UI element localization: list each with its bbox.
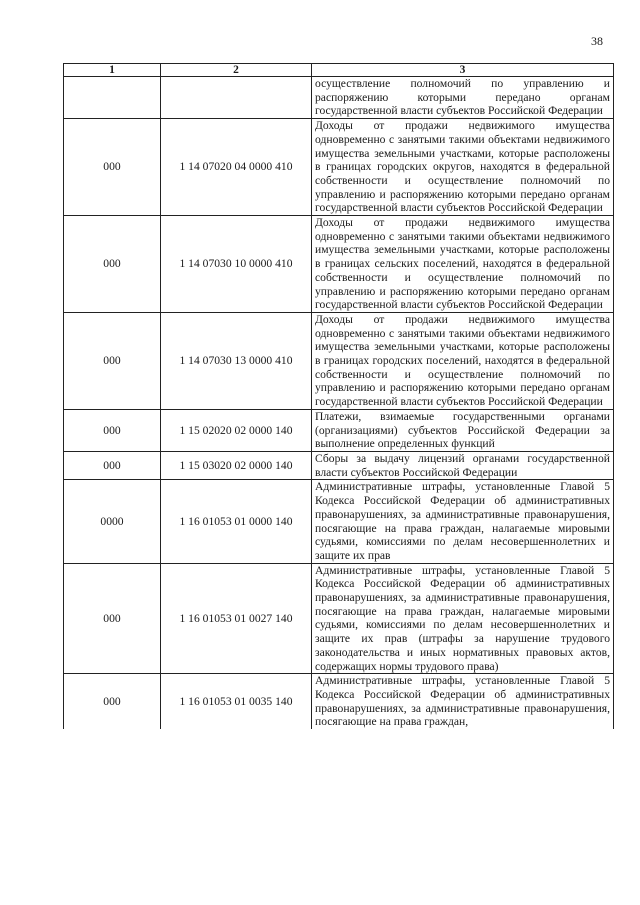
kbk-code-cell: 1 15 02020 02 0000 140 [161, 409, 312, 451]
kbk-code-cell: 1 16 01053 01 0035 140 [161, 674, 312, 729]
header-col-2: 2 [161, 64, 312, 77]
page-number: 38 [591, 34, 603, 48]
table-row [64, 77, 614, 119]
table-row [64, 216, 614, 313]
admin-code-cell: 000 [64, 119, 161, 216]
kbk-code-cell: 1 16 01053 01 0027 140 [161, 563, 312, 674]
table-row [64, 480, 614, 563]
description-cell: Административные штрафы, установленные Главой 5 Кодекса Российской Федерации об административных правонарушениях, за административные правонарушения, посягающие на права граждан, налагаемые мировыми судьями, комиссиями по делам несовершеннолетних и защите их прав (штрафы за нарушение трудового законодательства и иных нормативных правовых актов, содержащих нормы трудового права) [312, 563, 614, 674]
revenue-codes-table [63, 63, 614, 729]
description-cell: Сборы за выдачу лицензий органами государственной власти субъектов Российской Федерации [312, 451, 614, 479]
admin-code-cell: 000 [64, 409, 161, 451]
header-col-1: 1 [64, 64, 161, 77]
kbk-code-cell: 1 14 07030 13 0000 410 [161, 312, 312, 409]
table-header-row [64, 64, 614, 77]
table-row [64, 674, 614, 729]
admin-code-cell [64, 77, 161, 119]
admin-code-cell: 000 [64, 312, 161, 409]
table-row [64, 312, 614, 409]
description-cell: Административные штрафы, установленные Главой 5 Кодекса Российской Федерации об административных правонарушениях, за административные правонарушения, посягающие на права граждан, [312, 674, 614, 729]
kbk-code-cell: 1 16 01053 01 0000 140 [161, 480, 312, 563]
kbk-code-cell: 1 14 07020 04 0000 410 [161, 119, 312, 216]
kbk-code-cell: 1 14 07030 10 0000 410 [161, 216, 312, 313]
description-cell: Платежи, взимаемые государственными органами (организациями) субъектов Российской Федерации за выполнение определенных функций [312, 409, 614, 451]
table-row [64, 451, 614, 479]
description-cell: Доходы от продажи недвижимого имущества одновременно с занятыми такими объектами недвижимого имущества земельными участками, которые расположены в границах городских округов, находятся в федеральной собственности и осуществление полномочий по управлению и распоряжению которыми передано органам государственной власти субъектов Российской Федерации [312, 119, 614, 216]
admin-code-cell: 000 [64, 563, 161, 674]
description-cell: Доходы от продажи недвижимого имущества одновременно с занятыми такими объектами недвижимого имущества земельными участками, которые расположены в границах городских поселений, находятся в федеральной собственности и осуществление полномочий по управлению и распоряжению которыми передано органам государственной власти субъектов Российской Федерации [312, 312, 614, 409]
admin-code-cell: 000 [64, 674, 161, 729]
table-row [64, 563, 614, 674]
admin-code-cell: 000 [64, 216, 161, 313]
header-col-3: 3 [312, 64, 614, 77]
admin-code-cell: 000 [64, 451, 161, 479]
kbk-code-cell [161, 77, 312, 119]
description-cell: Доходы от продажи недвижимого имущества одновременно с занятыми такими объектами недвижимого имущества земельными участками, которые расположены в границах сельских поселений, находятся в федеральной собственности и осуществление полномочий по управлению и распоряжению которыми передано органам государственной власти субъектов Российской Федерации [312, 216, 614, 313]
description-cell: осуществление полномочий по управлению и распоряжению которыми передано органам государственной власти субъектов Российской Федерации [312, 77, 614, 119]
description-cell: Административные штрафы, установленные Главой 5 Кодекса Российской Федерации об административных правонарушениях, за административные правонарушения, посягающие на права граждан, налагаемые мировыми судьями, комиссиями по делам несовершеннолетних и защите их прав [312, 480, 614, 563]
kbk-code-cell: 1 15 03020 02 0000 140 [161, 451, 312, 479]
table-row [64, 409, 614, 451]
admin-code-cell: 0000 [64, 480, 161, 563]
table-row [64, 119, 614, 216]
